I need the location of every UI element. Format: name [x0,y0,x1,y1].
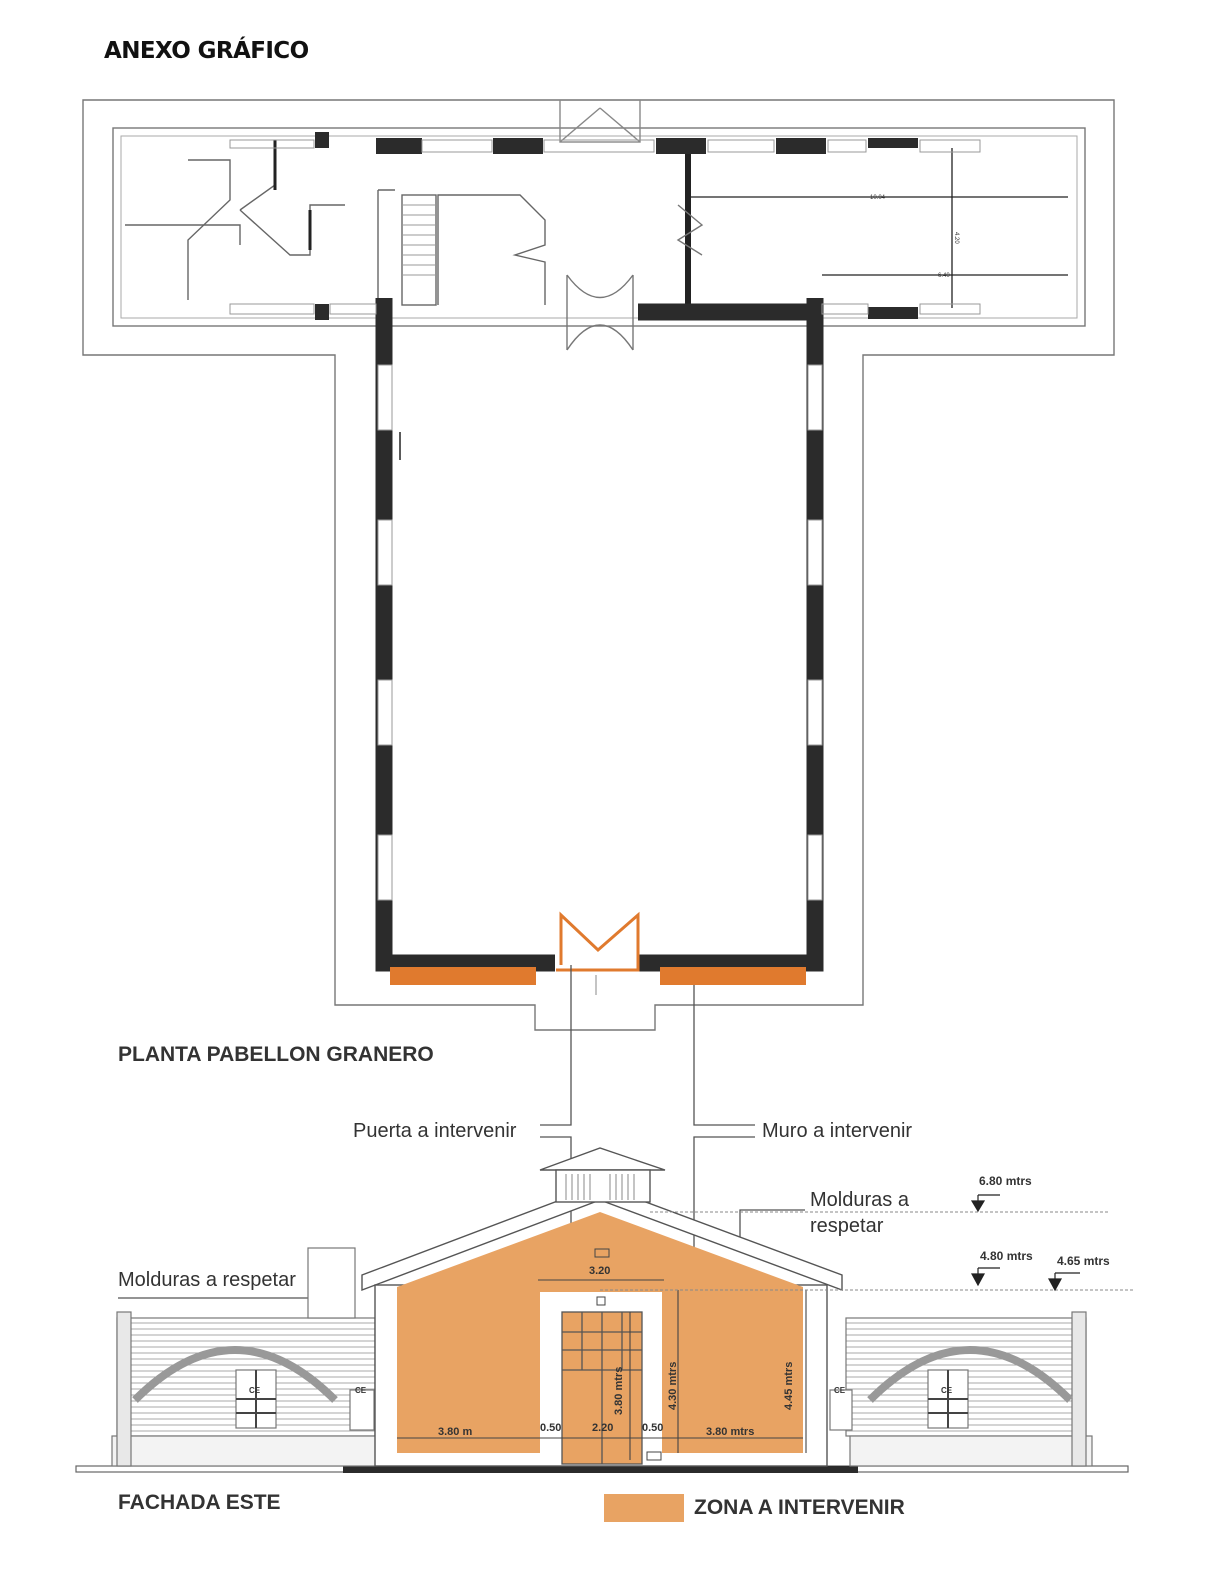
level-4-80: 4.80 mtrs [980,1249,1033,1263]
plan-dim-width: 4.20 [953,232,959,244]
window-mark: CE [941,1386,953,1395]
window-mark: CE [249,1386,261,1395]
callout-door: Puerta a intervenir [353,1120,517,1142]
dim-jamb-right: 0.50 [642,1422,664,1434]
plan-title: PLANTA PABELLON GRANERO [118,1043,434,1066]
plan-wall-right-zone [660,967,806,985]
legend-label: ZONA A INTERVENIR [694,1496,905,1519]
dim-door-opening: 2.20 [592,1422,614,1434]
dim-right-height: 4.45 mtrs [783,1361,795,1410]
window-mark: CE [355,1386,367,1395]
plan-door-zone [556,915,638,970]
right-annex [830,1312,1092,1466]
hall-door [567,275,633,350]
plan-wall-left-zone [390,967,536,985]
dim-right-width: 3.80 mtrs [706,1426,755,1438]
dim-mid-height: 4.30 mtrs [667,1361,679,1410]
legend-swatch [604,1494,684,1522]
dim-jamb-left: 0.50 [540,1422,562,1434]
callout-mouldings-right: Molduras a respetar [810,1189,909,1237]
level-markers [972,1195,1080,1290]
stair [402,195,436,305]
page-title: ANEXO GRÁFICO [104,38,309,64]
window-mark: CE [834,1386,846,1395]
level-6-80: 6.80 mtrs [979,1174,1032,1188]
plan-dim-length: 10.04 [870,195,886,201]
dim-door-width: 3.20 [589,1265,611,1277]
facade-title: FACHADA ESTE [118,1491,281,1514]
callout-wall: Muro a intervenir [762,1120,913,1142]
dim-left-width: 3.80 m [438,1426,473,1438]
plan-dim-partial: 6.40 [938,273,950,279]
callout-mouldings-left: Molduras a respetar [118,1269,296,1291]
level-4-65: 4.65 mtrs [1057,1254,1110,1268]
dim-door-height: 3.80 mtrs [613,1366,625,1415]
